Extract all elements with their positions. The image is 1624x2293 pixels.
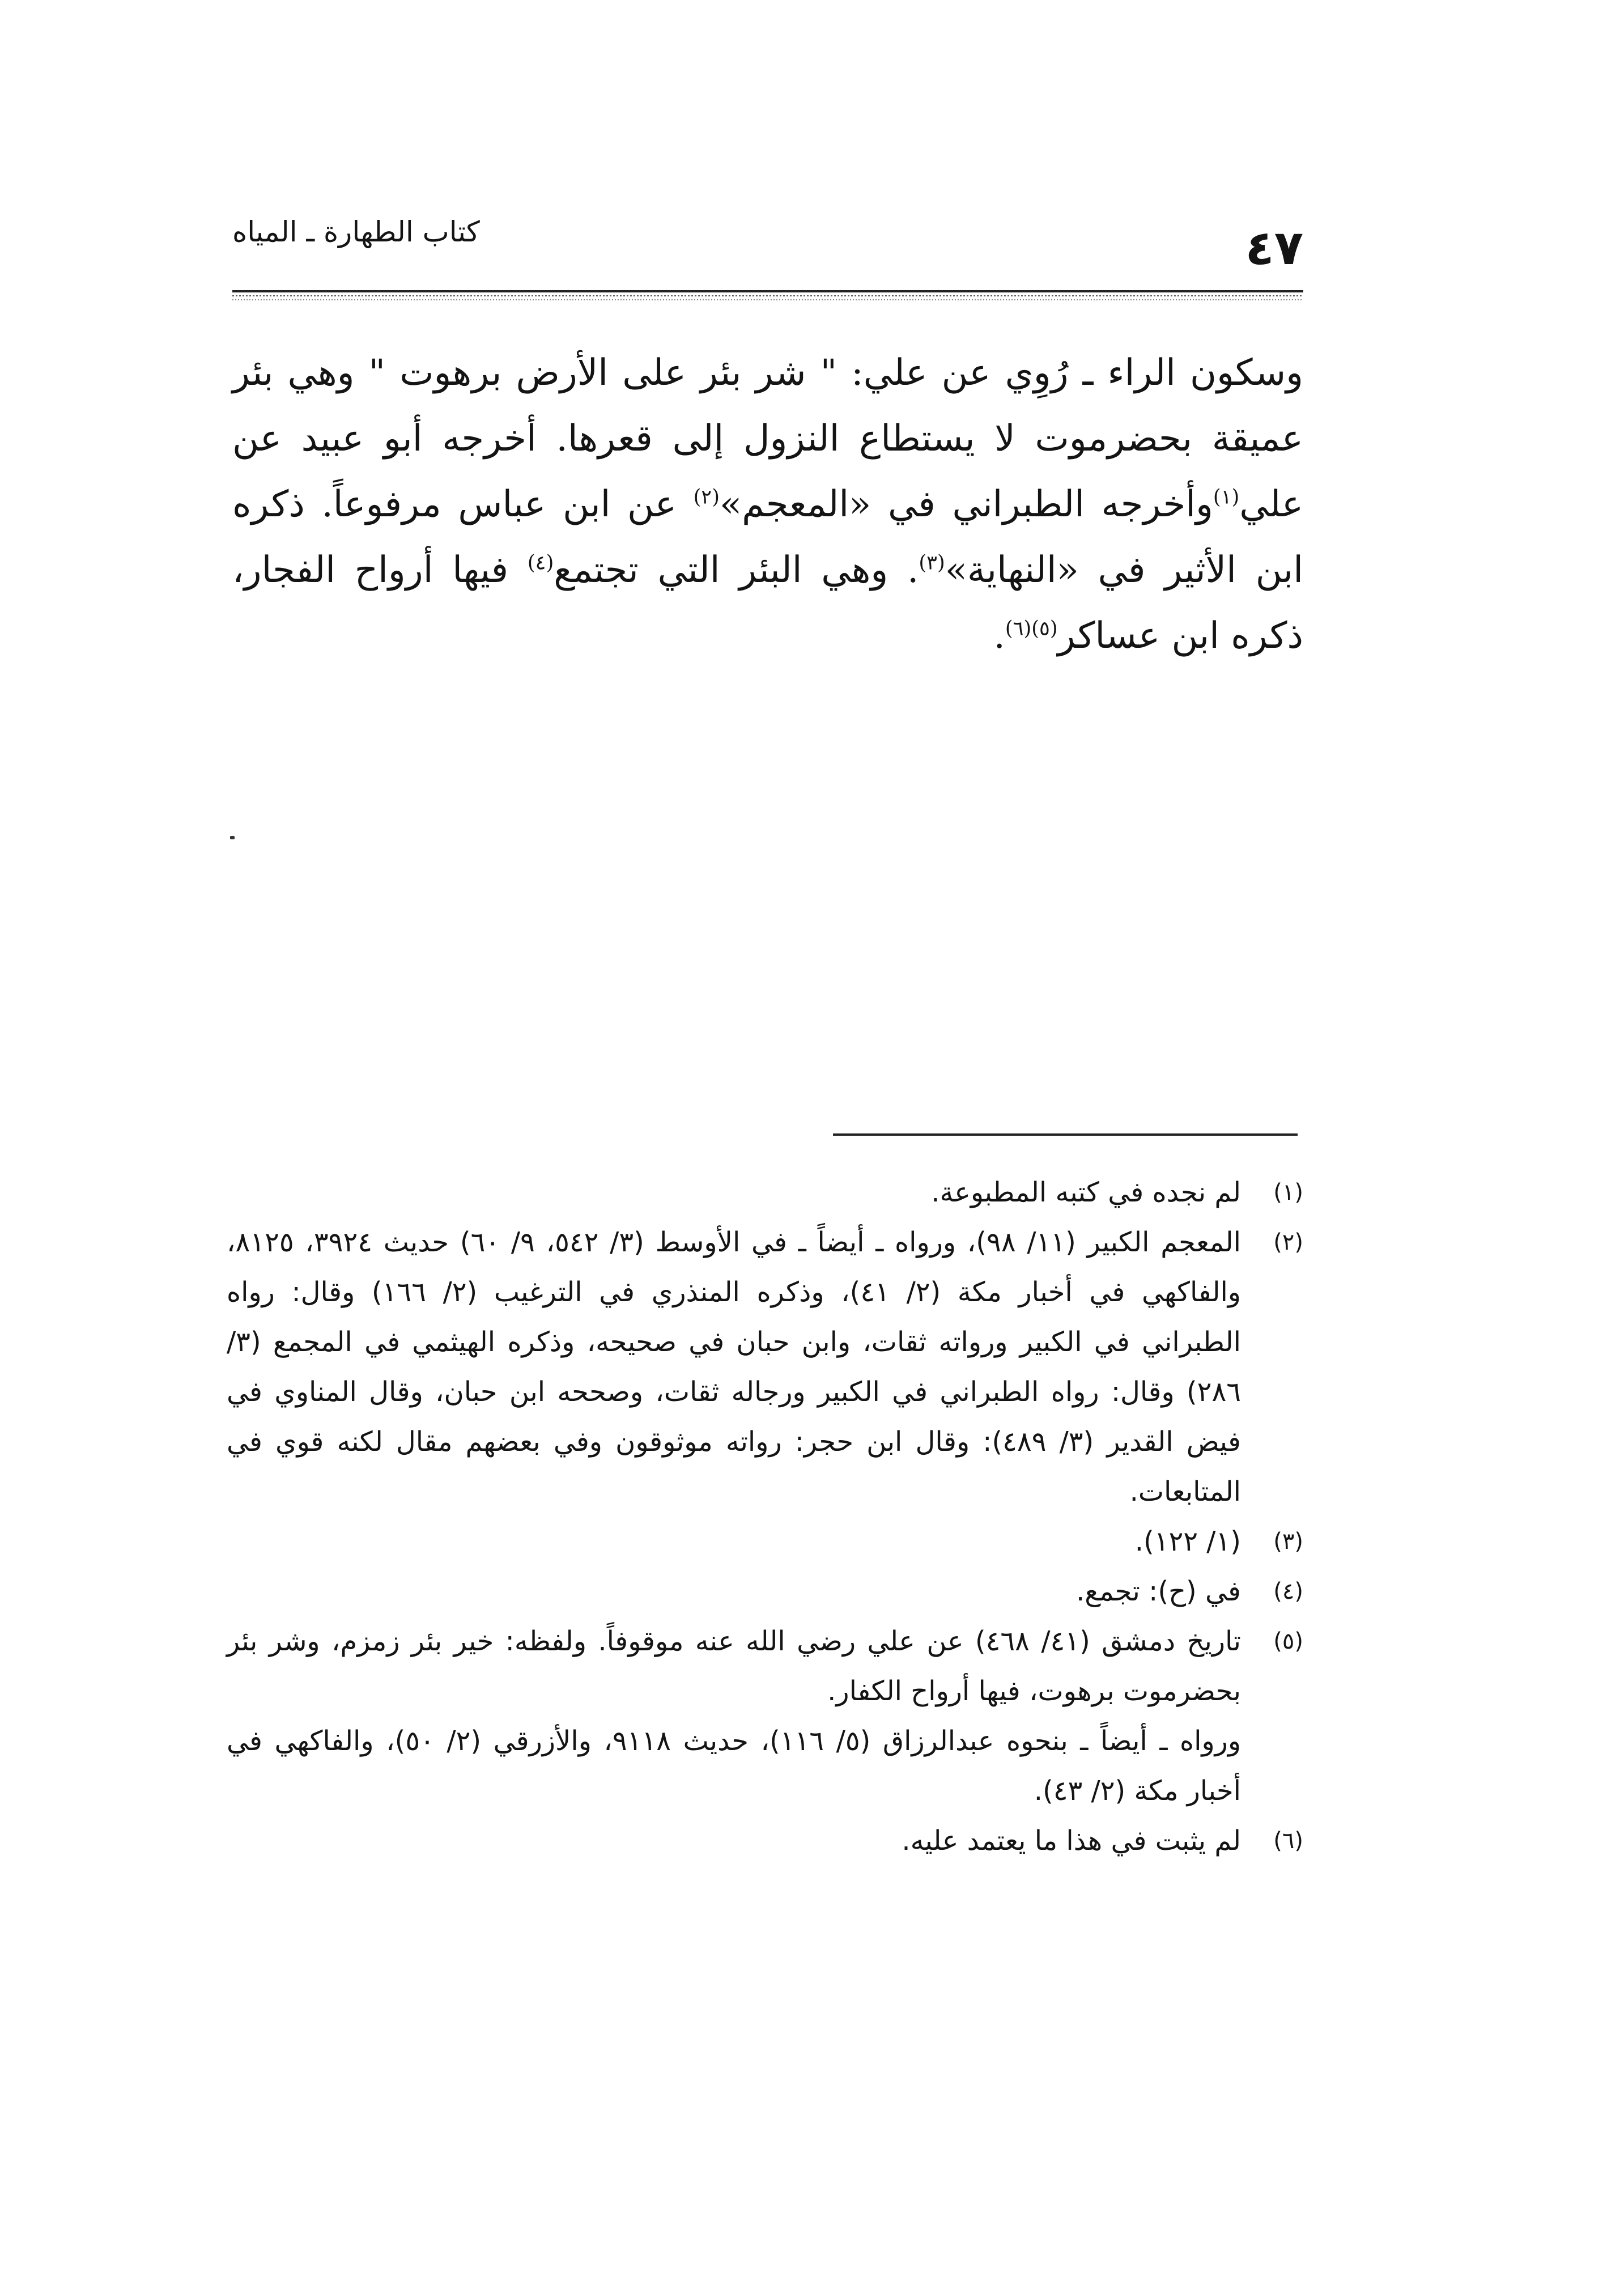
footnote-ref-2: (٢)	[693, 485, 720, 509]
footnote-line: في (ح): تجمع.	[1076, 1576, 1241, 1607]
footnote-1	[227, 1167, 1303, 1217]
footnote-separator	[833, 1133, 1298, 1136]
footnote-text	[227, 1517, 1241, 1566]
footnote-ref-5-6: (٥)(٦)	[1005, 617, 1058, 640]
footnote-line: لم يثبت في هذا ما يعتمد عليه.	[902, 1825, 1241, 1857]
paragraph-text: وأخرجه الطبراني في «المعجم»	[719, 483, 1213, 525]
footnote-line: ورواه ـ أيضاً ـ بنحوه عبدالرزاق (٥/ ١١٦)، حديث ٩١١٨، والأزرقي (٢/ ٥٠)، والفاكهي في أخبار مكة (٢/ ٤٣).	[227, 1725, 1242, 1807]
paragraph-text: . وهي البئر التي تجتمع	[554, 549, 919, 591]
running-title: كتاب الطهارة ـ المياه	[232, 215, 480, 248]
paragraph-text: وسكون الراء ـ رُوِي عن علي: " شر بئر على الأرض برهوت " وهي بئر عميقة بحضرموت لا يستطاع النزول إلى قعرها. أخرجه أبو عبيد عن علي	[232, 352, 1303, 525]
footnote-number: (٦)	[1273, 1828, 1303, 1854]
stray-mark	[230, 836, 235, 839]
header-rule-dotted	[232, 295, 1303, 296]
footnote-number: (٢)	[1273, 1229, 1303, 1255]
paragraph-text: .	[993, 615, 1005, 657]
paragraph-text: عن ابن عباس مرفوعاً. ذكره ابن الأثير في «النهاية»	[232, 483, 1304, 591]
footnote-line: المعجم الكبير (١١/ ٩٨)، ورواه ـ أيضاً ـ في الأوسط (٣/ ٥٤٢، ٩/ ٦٠) حديث ٣٩٢٤، ٨١٢٥، والفاكهي في أخبار مكة (٢/ ٤١)، وذكره المنذري في الترغيب (٢/ ١٦٦) وقال: رواه الطبراني في الكبير ورواته ثقات، وابن حبان في صحيحه، وذكره الهيثمي في المجمع (٣/ ٢٨٦) وقال: رواه الطبراني في الكبير ورجاله ثقات، وصححه ابن حبان، وقال المناوي في فيض القدير (٣/ ٤٨٩): وقال ابن حجر: رواته موثوقون وفي بعضهم مقال لكنه قوي في المتابعات.	[227, 1226, 1242, 1508]
footnote-ref-1: (١)	[1213, 485, 1240, 509]
footnote-line: لم نجده في كتبه المطبوعة.	[931, 1177, 1241, 1208]
footnote-text	[227, 1616, 1241, 1816]
footnote-ref-4: (٤)	[527, 551, 554, 575]
footnote-3	[227, 1517, 1303, 1566]
footnote-ref-3: (٣)	[919, 551, 945, 575]
header-rule	[232, 290, 1303, 292]
footnote-2	[227, 1217, 1303, 1517]
footnote-text	[227, 1167, 1241, 1217]
footnote-line: تاريخ دمشق (٤١/ ٤٦٨) عن علي رضي الله عنه موقوفاً. ولفظه: خير بئر زمزم، وشر بئر بحضرموت برهوت، فيها أرواح الكفار.	[227, 1625, 1242, 1707]
footnote-text	[227, 1217, 1241, 1517]
footnote-4	[227, 1566, 1303, 1616]
header-rule-dotted-2	[232, 299, 1303, 300]
page-header	[232, 204, 1303, 289]
footnote-number: (١)	[1273, 1179, 1303, 1205]
footnote-number: (٣)	[1273, 1528, 1303, 1555]
main-paragraph	[232, 340, 1303, 669]
footnote-6	[227, 1816, 1303, 1866]
paragraph-text: فيها أرواح الفجار، ذكره ابن عساكر	[232, 549, 1303, 657]
footnote-text	[227, 1566, 1241, 1616]
footnote-number: (٥)	[1273, 1628, 1303, 1654]
footnote-text	[227, 1816, 1241, 1866]
footnotes	[227, 1167, 1303, 1866]
footnote-number: (٤)	[1273, 1578, 1303, 1604]
footnote-5	[227, 1616, 1303, 1816]
page-number: ٤٧	[1245, 220, 1303, 275]
footnote-line: (١/ ١٢٢).	[1134, 1526, 1241, 1557]
